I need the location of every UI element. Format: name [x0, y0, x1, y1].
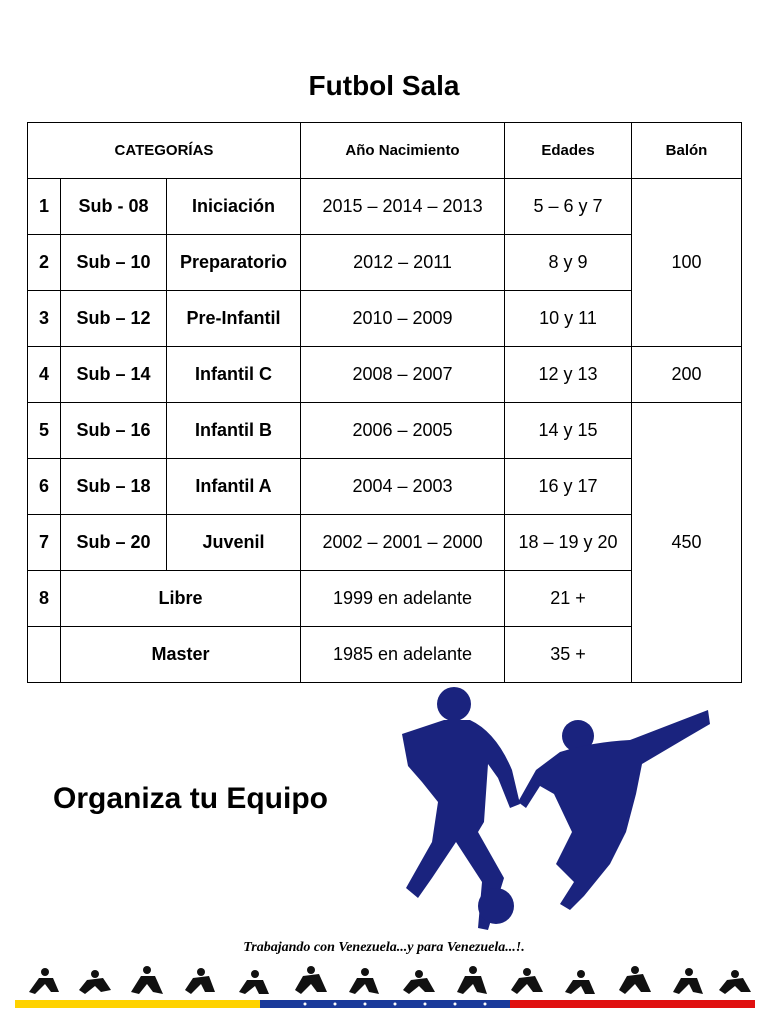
soccer-players-silhouette-icon — [392, 682, 712, 937]
table-row — [28, 347, 742, 403]
sports-figures-strip-icon — [15, 962, 755, 1010]
balon-size: 100 — [632, 179, 742, 347]
row-ages: 18 – 19 y 20 — [505, 515, 632, 571]
row-birth-years: 2010 – 2009 — [301, 291, 505, 347]
row-number: 5 — [28, 403, 61, 459]
row-number — [28, 627, 61, 683]
row-sub: Sub – 16 — [61, 403, 167, 459]
row-category: Master — [61, 627, 301, 683]
row-ages: 10 y 11 — [505, 291, 632, 347]
row-ages: 5 – 6 y 7 — [505, 179, 632, 235]
row-sub: Sub – 10 — [61, 235, 167, 291]
row-birth-years: 1985 en adelante — [301, 627, 505, 683]
balon-size: 200 — [632, 347, 742, 403]
row-category: Infantil B — [167, 403, 301, 459]
row-sub: Sub – 20 — [61, 515, 167, 571]
row-category: Juvenil — [167, 515, 301, 571]
table-row — [28, 179, 742, 235]
row-ages: 16 y 17 — [505, 459, 632, 515]
header-categorias: CATEGORÍAS — [28, 123, 301, 179]
row-birth-years: 2002 – 2001 – 2000 — [301, 515, 505, 571]
balon-size: 450 — [632, 403, 742, 683]
row-ages: 12 y 13 — [505, 347, 632, 403]
row-birth-years: 2015 – 2014 – 2013 — [301, 179, 505, 235]
row-birth-years: 2008 – 2007 — [301, 347, 505, 403]
row-number: 8 — [28, 571, 61, 627]
row-birth-years: 1999 en adelante — [301, 571, 505, 627]
motto-text: Trabajando con Venezuela...y para Venezuela...!. — [243, 940, 525, 955]
row-category: Preparatorio — [167, 235, 301, 291]
row-number: 4 — [28, 347, 61, 403]
row-ages: 21 + — [505, 571, 632, 627]
row-sub: Sub - 08 — [61, 179, 167, 235]
row-category: Libre — [61, 571, 301, 627]
row-ages: 8 y 9 — [505, 235, 632, 291]
row-number: 3 — [28, 291, 61, 347]
row-sub: Sub – 12 — [61, 291, 167, 347]
row-number: 6 — [28, 459, 61, 515]
row-birth-years: 2012 – 2011 — [301, 235, 505, 291]
organiza-heading: Organiza tu Equipo — [53, 782, 328, 815]
page-title: Futbol Sala — [308, 70, 460, 101]
table-row — [28, 403, 742, 459]
header-ano-nacimiento: Año Nacimiento — [301, 123, 505, 179]
row-category: Infantil A — [167, 459, 301, 515]
row-sub: Sub – 14 — [61, 347, 167, 403]
row-category: Infantil C — [167, 347, 301, 403]
row-ages: 14 y 15 — [505, 403, 632, 459]
row-category: Iniciación — [167, 179, 301, 235]
categories-table — [27, 122, 742, 683]
row-birth-years: 2006 – 2005 — [301, 403, 505, 459]
row-number: 1 — [28, 179, 61, 235]
header-balon: Balón — [632, 123, 742, 179]
table-header-row — [28, 123, 742, 179]
row-ages: 35 + — [505, 627, 632, 683]
header-edades: Edades — [505, 123, 632, 179]
row-sub: Sub – 18 — [61, 459, 167, 515]
row-number: 7 — [28, 515, 61, 571]
row-category: Pre-Infantil — [167, 291, 301, 347]
row-birth-years: 2004 – 2003 — [301, 459, 505, 515]
row-number: 2 — [28, 235, 61, 291]
